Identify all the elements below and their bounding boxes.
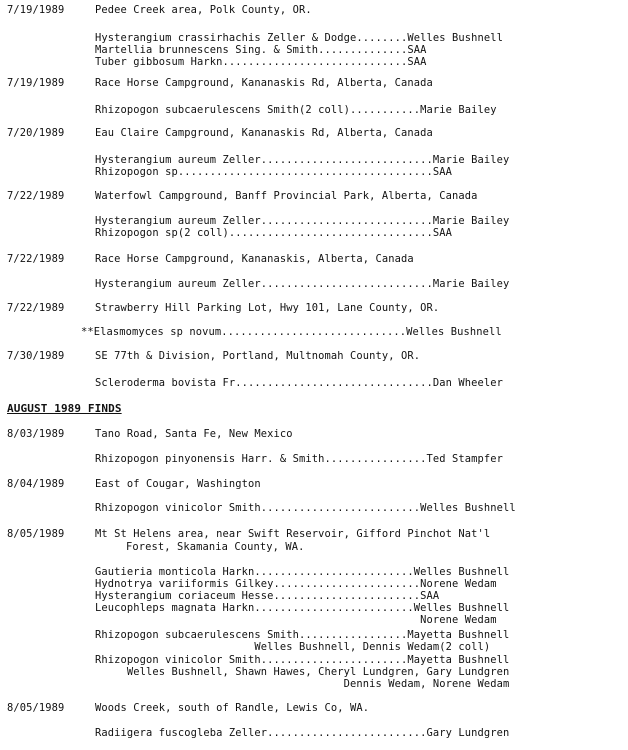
find-line: Scleroderma bovista Fr...............................Dan Wheeler bbox=[95, 377, 504, 389]
find-line: Dennis Wedam, Norene Wedam bbox=[95, 678, 510, 690]
entry-date: 8/05/1989 bbox=[7, 702, 65, 714]
find-line: Welles Bushnell, Shawn Hawes, Cheryl Lundgren, Gary Lundgren bbox=[95, 666, 510, 678]
entry-date: 7/19/1989 bbox=[7, 4, 65, 16]
find-line: Radiigera fuscogleba Zeller.........................Gary Lundgren bbox=[95, 727, 510, 739]
entry-location: Pedee Creek area, Polk County, OR. bbox=[95, 4, 312, 16]
find-line: Martellia brunnescens Sing. & Smith..............SAA bbox=[95, 44, 427, 56]
entry-location: Waterfowl Campground, Banff Provincial Park, Alberta, Canada bbox=[95, 190, 478, 202]
entry-date: 8/04/1989 bbox=[7, 478, 65, 490]
find-line: Hysterangium aureum Zeller...........................Marie Bailey bbox=[95, 154, 510, 166]
entry-date: 7/22/1989 bbox=[7, 253, 65, 265]
entry-date: 8/05/1989 bbox=[7, 528, 65, 540]
find-line: Rhizopogon vinicolor Smith.........................Welles Bushnell bbox=[95, 502, 516, 514]
entry-location: East of Cougar, Washington bbox=[95, 478, 261, 490]
find-line: Hysterangium crassirhachis Zeller & Dodge........Welles Bushnell bbox=[95, 32, 504, 44]
find-line: Hysterangium aureum Zeller...........................Marie Bailey bbox=[95, 278, 510, 290]
find-line: Rhizopogon vinicolor Smith.......................Mayetta Bushnell bbox=[95, 654, 510, 666]
find-line: Rhizopogon subcaerulescens Smith(2 coll)...........Marie Bailey bbox=[95, 104, 497, 116]
entry-date: 7/20/1989 bbox=[7, 127, 65, 139]
find-line: Hysterangium aureum Zeller...........................Marie Bailey bbox=[95, 215, 510, 227]
find-line: Rhizopogon sp(2 coll)................................SAA bbox=[95, 227, 453, 239]
entry-date: 8/03/1989 bbox=[7, 428, 65, 440]
entry-location: Race Horse Campground, Kananaskis Rd, Alberta, Canada bbox=[95, 77, 433, 89]
entry-location: SE 77th & Division, Portland, Multnomah County, OR. bbox=[95, 350, 421, 362]
find-line: Gautieria monticola Harkn.........................Welles Bushnell bbox=[95, 566, 510, 578]
find-line: Rhizopogon subcaerulescens Smith.................Mayetta Bushnell bbox=[95, 629, 510, 641]
entry-location: Woods Creek, south of Randle, Lewis Co, WA. bbox=[95, 702, 370, 714]
find-line: Norene Wedam bbox=[95, 614, 497, 626]
section-heading: AUGUST 1989 FINDS bbox=[7, 402, 122, 415]
find-line: Tuber gibbosum Harkn.............................SAA bbox=[95, 56, 427, 68]
find-line: Hysterangium coriaceum Hesse.......................SAA bbox=[95, 590, 440, 602]
find-line: Rhizopogon pinyonensis Harr. & Smith................Ted Stampfer bbox=[95, 453, 504, 465]
entry-location: Strawberry Hill Parking Lot, Hwy 101, Lane County, OR. bbox=[95, 302, 440, 314]
find-line: Leucophleps magnata Harkn.........................Welles Bushnell bbox=[95, 602, 510, 614]
entry-date: 7/30/1989 bbox=[7, 350, 65, 362]
find-line: Welles Bushnell, Dennis Wedam(2 coll) bbox=[95, 641, 491, 653]
entry-location: Mt St Helens area, near Swift Reservoir, Gifford Pinchot Nat'l bbox=[95, 528, 491, 540]
entry-location: Eau Claire Campground, Kananaskis Rd, Alberta, Canada bbox=[95, 127, 433, 139]
entry-date: 7/19/1989 bbox=[7, 77, 65, 89]
find-line: Rhizopogon sp........................................SAA bbox=[95, 166, 453, 178]
entry-date: 7/22/1989 bbox=[7, 190, 65, 202]
entry-date: 7/22/1989 bbox=[7, 302, 65, 314]
find-line: Hydnotrya variiformis Gilkey.......................Norene Wedam bbox=[95, 578, 497, 590]
entry-location-continued: Forest, Skamania County, WA. bbox=[126, 541, 305, 553]
entry-location: Tano Road, Santa Fe, New Mexico bbox=[95, 428, 293, 440]
find-line: **Elasmomyces sp novum.............................Welles Bushnell bbox=[81, 326, 502, 338]
entry-location: Race Horse Campground, Kananaskis, Alberta, Canada bbox=[95, 253, 414, 265]
